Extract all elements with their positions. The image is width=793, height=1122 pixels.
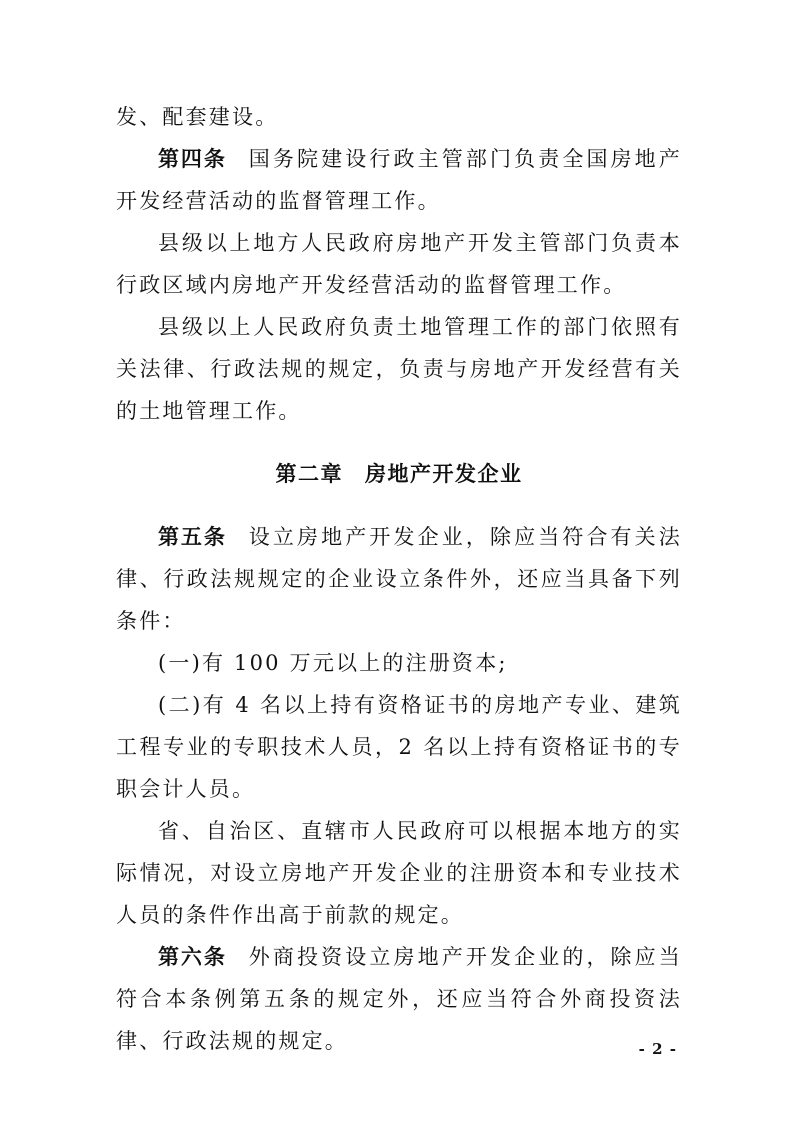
chapter-heading bbox=[116, 453, 682, 495]
article-5-item-2: (二)有 4 名以上持有资格证书的房地产专业、建筑工程专业的专职技术人员，2 名以上持有资格证书的专职会计人员。 bbox=[116, 693, 682, 801]
article-5-item-1: (一)有 100 万元以上的注册资本; bbox=[158, 651, 508, 675]
article-4-text: 国务院建设行政主管部门负责全国房地产开发经营活动的监督管理工作。 bbox=[116, 147, 682, 213]
article-4-label: 第四条 bbox=[158, 147, 227, 171]
document-page bbox=[116, 96, 682, 1062]
article-6-text: 外商投资设立房地产开发企业的，除应当符合本条例第五条的规定外，还应当符合外商投资法律、行政法规的规定。 bbox=[116, 945, 682, 1053]
article-5-paragraph-2: 省、自治区、直辖市人民政府可以根据本地方的实际情况，对设立房地产开发企业的注册资本和专业技术人员的条件作出高于前款的规定。 bbox=[116, 819, 682, 927]
page-number: - 2 - bbox=[638, 1040, 677, 1058]
paragraph-continuation: 发、配套建设。 bbox=[116, 105, 279, 129]
article-5-text: 设立房地产开发企业，除应当符合有关法律、行政法规规定的企业设立条件外，还应当具备下列条件： bbox=[116, 525, 682, 633]
article-6 bbox=[116, 936, 682, 1062]
article-4 bbox=[116, 138, 682, 222]
article-6-label: 第六条 bbox=[158, 945, 227, 969]
chapter-title: 房地产开发企业 bbox=[365, 462, 523, 486]
article-4-paragraph-3: 县级以上人民政府负责土地管理工作的部门依照有关法律、行政法规的规定，负责与房地产开发经营有关的土地管理工作。 bbox=[116, 315, 682, 423]
article-5-label: 第五条 bbox=[158, 525, 227, 549]
article-5 bbox=[116, 516, 682, 642]
article-4-paragraph-2: 县级以上地方人民政府房地产开发主管部门负责本行政区域内房地产开发经营活动的监督管理工作。 bbox=[116, 231, 682, 297]
chapter-number: 第二章 bbox=[275, 462, 343, 486]
